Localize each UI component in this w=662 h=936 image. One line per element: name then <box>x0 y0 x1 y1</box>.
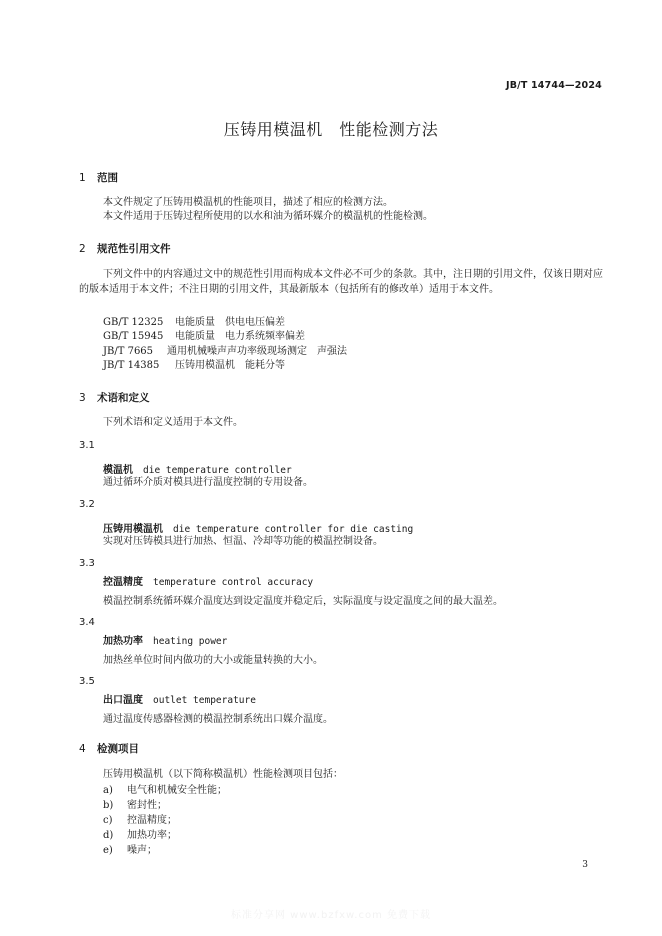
page-number: 3 <box>582 860 588 870</box>
reference-item <box>103 345 347 360</box>
paragraph: 本文件适用于压铸过程所使用的以水和油为循环媒介的模温机的性能检测。 <box>103 211 433 222</box>
term-english: die temperature controller <box>143 465 292 476</box>
list-text: 加热功率； <box>127 830 177 841</box>
term-definition: 模温控制系统循环媒介温度达到设定温度并稳定后，实际温度与设定温度之间的最大温差。 <box>103 596 503 607</box>
reference-item <box>103 316 285 331</box>
term-entry <box>103 691 256 706</box>
list-text: 电气和机械安全性能； <box>127 785 227 796</box>
reference-item <box>103 330 305 345</box>
reference-name: 电能质量 供电电压偏差 <box>175 317 285 328</box>
term-chinese: 模温机 <box>103 465 133 476</box>
term-definition: 实现对压铸模具进行加热、恒温、冷却等功能的模温控制设备。 <box>103 536 383 547</box>
section-4-heading <box>79 741 139 756</box>
list-text: 噪声； <box>127 845 157 856</box>
term-number: 3.3 <box>79 558 95 569</box>
list-label: a) <box>103 785 113 796</box>
term-definition: 加热丝单位时间内做功的大小或能量转换的大小。 <box>103 655 323 666</box>
term-chinese: 压铸用模温机 <box>103 524 163 535</box>
reference-code: JB/T 7665 <box>103 346 154 357</box>
term-chinese: 加热功率 <box>103 636 143 647</box>
list-label: b) <box>103 800 114 811</box>
list-text: 密封性； <box>127 800 167 811</box>
term-number: 3.5 <box>79 676 95 687</box>
list-item <box>103 814 177 829</box>
reference-name: 通用机械噪声声功率级现场测定 声强法 <box>167 346 347 357</box>
reference-item <box>103 359 285 374</box>
paragraph: 压铸用模温机（以下简称模温机）性能检测项目包括： <box>103 769 343 780</box>
reference-name: 电能质量 电力系统频率偏差 <box>175 331 305 342</box>
term-chinese: 控温精度 <box>103 577 143 588</box>
section-number: 2 <box>79 243 86 255</box>
list-label: e) <box>103 845 113 856</box>
section-number: 3 <box>79 392 86 404</box>
term-chinese: 出口温度 <box>103 695 143 706</box>
section-number: 4 <box>79 743 86 755</box>
paragraph: 下列文件中的内容通过文中的规范性引用而构成本文件必不可少的条款。其中，注日期的引用文件，仅该日期对应的版本适用于本文件；不注日期的引用文件，其最新版本（包括所有的修改单）适用于本文件。 <box>79 269 603 295</box>
section-title: 检测项目 <box>97 743 139 755</box>
reference-name: 压铸用模温机 能耗分等 <box>175 360 285 371</box>
term-definition: 通过循环介质对模具进行温度控制的专用设备。 <box>103 477 313 488</box>
term-english: die temperature controller for die casting <box>173 524 414 535</box>
document-title: 压铸用模温机 性能检测方法 <box>223 120 439 139</box>
section-number: 1 <box>79 172 86 184</box>
reference-code: GB/T 12325 <box>103 317 164 328</box>
list-item <box>103 799 167 814</box>
term-entry <box>103 573 313 588</box>
paragraph: 下列术语和定义适用于本文件。 <box>103 417 243 428</box>
paragraph: 本文件规定了压铸用模温机的性能项目，描述了相应的检测方法。 <box>103 197 393 208</box>
section-3-heading <box>79 390 150 405</box>
watermark: 标准分享网 www.bzfxw.com 免费下载 <box>231 910 431 921</box>
list-text: 控温精度； <box>127 815 177 826</box>
term-entry <box>103 461 292 476</box>
list-item <box>103 844 157 859</box>
term-entry <box>103 520 413 535</box>
term-english: temperature control accuracy <box>153 577 314 588</box>
term-entry <box>103 632 227 647</box>
section-title: 范围 <box>97 172 118 184</box>
term-number: 3.4 <box>79 617 95 628</box>
term-english: outlet temperature <box>153 695 256 706</box>
list-label: d) <box>103 830 114 841</box>
list-item <box>103 784 227 799</box>
section-title: 规范性引用文件 <box>97 243 171 255</box>
standard-number: JB/T 14744—2024 <box>505 80 602 91</box>
term-number: 3.2 <box>79 499 95 510</box>
term-number: 3.1 <box>79 440 95 451</box>
section-title: 术语和定义 <box>97 392 150 404</box>
section-2-heading <box>79 241 171 256</box>
list-item <box>103 829 177 844</box>
list-label: c) <box>103 815 113 826</box>
term-english: heating power <box>153 636 228 647</box>
reference-code: GB/T 15945 <box>103 331 164 342</box>
term-definition: 通过温度传感器检测的模温控制系统出口媒介温度。 <box>103 714 333 725</box>
section-1-heading <box>79 170 118 185</box>
reference-code: JB/T 14385 <box>103 360 160 371</box>
